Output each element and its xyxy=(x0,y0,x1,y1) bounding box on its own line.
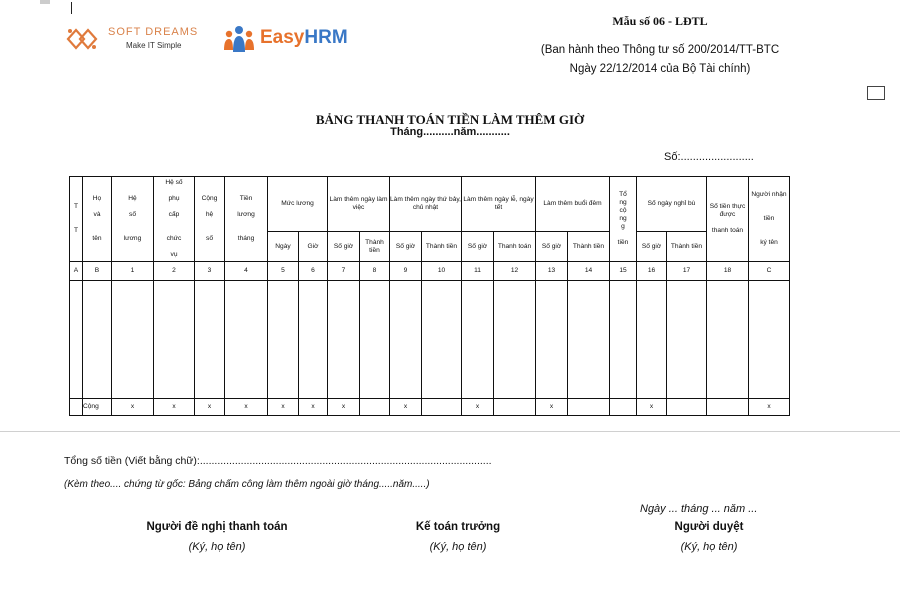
index-cell: 15 xyxy=(610,262,637,281)
data-cell[interactable] xyxy=(536,281,568,399)
softdreams-name: SOFT DREAMS xyxy=(108,26,199,38)
total-cell: x xyxy=(462,399,494,416)
data-cell[interactable] xyxy=(707,281,749,399)
total-cell xyxy=(568,399,610,416)
col-header-he-so-luong: Hệ số lương xyxy=(112,177,154,262)
data-cell[interactable] xyxy=(637,281,667,399)
total-cell: x xyxy=(637,399,667,416)
softdreams-logo-icon xyxy=(62,22,102,56)
index-cell: C xyxy=(749,262,790,281)
col-header-so-ngay-nghi-bu: Số ngày nghỉ bù xyxy=(637,177,707,232)
data-row xyxy=(70,281,790,399)
subheader-so-gio: Số giờ xyxy=(637,232,667,262)
index-cell: 11 xyxy=(462,262,494,281)
index-cell: 3 xyxy=(195,262,225,281)
subheader-thanh-toan: Thanh toán xyxy=(494,232,536,262)
softdreams-tagline: Make IT Simple xyxy=(126,41,182,50)
decree-line-1: (Ban hành theo Thông tư số 200/2014/TT-BTC xyxy=(540,44,780,56)
index-cell: 7 xyxy=(328,262,360,281)
col-header-name: Họ và tên xyxy=(83,177,112,262)
total-cell xyxy=(494,399,536,416)
col-header-tien-luong: Tiền lương tháng xyxy=(225,177,268,262)
subheader-thanh-tien: Thành tiền xyxy=(360,232,390,262)
total-cell: x xyxy=(536,399,568,416)
col-header-lam-them-ngay-lam-viec: Làm thêm ngày làm việc xyxy=(328,177,390,232)
subheader-thanh-tien: Thành tiền xyxy=(422,232,462,262)
total-cell: x xyxy=(390,399,422,416)
index-cell: 1 xyxy=(112,262,154,281)
index-row xyxy=(70,262,790,281)
signer-role: Người duyệt xyxy=(674,521,744,533)
decree-reference xyxy=(495,41,825,79)
index-cell: 6 xyxy=(299,262,328,281)
data-cell[interactable] xyxy=(328,281,360,399)
subheader-gio: Giờ xyxy=(299,232,328,262)
col-header-lam-them-ngay-le: Làm thêm ngày lễ, ngày tết xyxy=(462,177,536,232)
data-cell[interactable] xyxy=(225,281,268,399)
total-cell xyxy=(70,399,83,416)
data-cell[interactable] xyxy=(195,281,225,399)
index-cell: B xyxy=(83,262,112,281)
data-cell[interactable] xyxy=(667,281,707,399)
data-cell[interactable] xyxy=(154,281,195,399)
signer-hint: (Ký, họ tên) xyxy=(680,541,738,553)
total-cell xyxy=(667,399,707,416)
signer-hint: (Ký, họ tên) xyxy=(188,541,246,553)
data-cell[interactable] xyxy=(70,281,83,399)
total-cell xyxy=(422,399,462,416)
total-in-words: Tổng số tiền (Viết bằng chữ):.................................................................................................... xyxy=(64,455,492,467)
signer-role: Kế toán trưởng xyxy=(415,521,501,533)
easyhrm-name: EasyHRM xyxy=(260,27,348,48)
data-cell[interactable] xyxy=(422,281,462,399)
col-header-lam-them-thu-bay-chu-nhat: Làm thêm ngày thứ bảy, chủ nhật xyxy=(390,177,462,232)
index-cell: 13 xyxy=(536,262,568,281)
total-cell: x xyxy=(112,399,154,416)
data-cell[interactable] xyxy=(462,281,494,399)
data-cell[interactable] xyxy=(83,281,112,399)
subheader-thanh-tien: Thành tiền xyxy=(568,232,610,262)
col-header-nguoi-nhan: Người nhận tiền ký tên xyxy=(749,177,790,262)
easyhrm-logo xyxy=(222,24,352,54)
index-cell: 10 xyxy=(422,262,462,281)
data-cell[interactable] xyxy=(268,281,299,399)
subheader-so-gio: Số giờ xyxy=(328,232,360,262)
attachment-note: (Kèm theo.... chứng từ gốc: Bảng chấm công làm thêm ngoài giờ tháng.....năm.....) xyxy=(64,479,430,490)
total-row xyxy=(70,399,790,416)
subheader-so-gio: Số giờ xyxy=(390,232,422,262)
data-cell[interactable] xyxy=(299,281,328,399)
overtime-payment-table xyxy=(69,176,790,416)
people-group-icon xyxy=(222,24,256,54)
index-cell: 12 xyxy=(494,262,536,281)
data-cell[interactable] xyxy=(610,281,637,399)
signer-requester xyxy=(117,521,317,553)
form-id: Mẫu số 06 - LĐTL xyxy=(612,14,708,28)
checkbox[interactable] xyxy=(867,86,885,100)
subheader-thanh-tien: Thành tiền xyxy=(667,232,707,262)
data-cell[interactable] xyxy=(390,281,422,399)
col-header-tt: T T xyxy=(70,177,83,262)
col-header-lam-them-buoi-dem: Làm thêm buổi đêm xyxy=(536,177,610,232)
index-cell: 5 xyxy=(268,262,299,281)
data-cell[interactable] xyxy=(360,281,390,399)
col-header-tong-cong-tien: Tổ ng cộ ng g tiền xyxy=(610,177,637,262)
signer-hint: (Ký, họ tên) xyxy=(429,541,487,553)
total-cell xyxy=(360,399,390,416)
month-year-line: Tháng..........năm........... xyxy=(390,126,510,138)
col-header-muc-luong: Mức lương xyxy=(268,177,328,232)
total-cell: x xyxy=(749,399,790,416)
total-cell: x xyxy=(195,399,225,416)
total-cell: x xyxy=(154,399,195,416)
subheader-so-gio: Số giờ xyxy=(536,232,568,262)
index-cell: 17 xyxy=(667,262,707,281)
decree-line-2: Ngày 22/12/2014 của Bộ Tài chính) xyxy=(569,63,751,75)
total-cell: x xyxy=(225,399,268,416)
signer-role: Người đề nghị thanh toán xyxy=(146,521,288,533)
index-cell: 9 xyxy=(390,262,422,281)
softdreams-logo xyxy=(62,22,212,56)
signer-chief-accountant xyxy=(358,521,558,553)
index-cell: 14 xyxy=(568,262,610,281)
text-cursor xyxy=(71,2,72,14)
index-cell: 8 xyxy=(360,262,390,281)
total-cell xyxy=(610,399,637,416)
total-cell xyxy=(707,399,749,416)
index-cell: 2 xyxy=(154,262,195,281)
col-header-phu-cap: Hệ số phụ cấp chức vụ xyxy=(154,177,195,262)
col-header-so-tien-thuc-duoc: Số tiền thực được thanh toán xyxy=(707,177,749,262)
subheader-so-gio: Số giờ xyxy=(462,232,494,262)
index-cell: A xyxy=(70,262,83,281)
corner-mark xyxy=(40,0,50,4)
total-label: Cộng xyxy=(83,399,112,416)
index-cell: 18 xyxy=(707,262,749,281)
data-cell[interactable] xyxy=(494,281,536,399)
total-cell: x xyxy=(328,399,360,416)
header-row-1 xyxy=(70,177,790,232)
total-cell: x xyxy=(299,399,328,416)
document-title: BẢNG THANH TOÁN TIỀN LÀM THÊM GIỜ xyxy=(315,112,585,127)
signing-date: Ngày ... tháng ... năm ... xyxy=(640,503,758,515)
data-cell[interactable] xyxy=(568,281,610,399)
index-cell: 16 xyxy=(637,262,667,281)
data-cell[interactable] xyxy=(749,281,790,399)
document-number: Số:........................ xyxy=(664,151,754,163)
total-cell: x xyxy=(268,399,299,416)
data-cell[interactable] xyxy=(112,281,154,399)
index-cell: 4 xyxy=(225,262,268,281)
signer-approver xyxy=(609,521,809,553)
subheader-ngay: Ngày xyxy=(268,232,299,262)
page-break-line xyxy=(0,431,900,432)
col-header-cong-he-so: Cộng hệ số xyxy=(195,177,225,262)
